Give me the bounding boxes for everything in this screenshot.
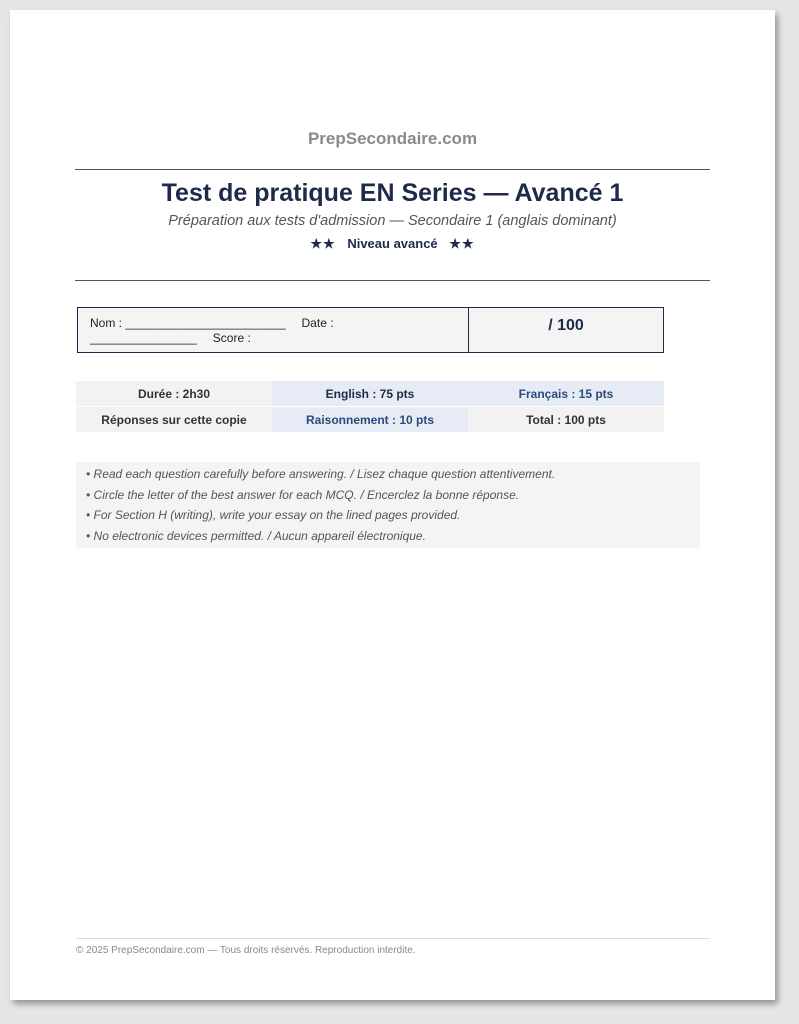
star-icon-right: ★★ — [449, 236, 475, 251]
document-page — [10, 10, 775, 1000]
brand-name: PrepSecondaire.com — [307, 129, 478, 148]
english-points-cell: English : 75 pts — [272, 381, 468, 407]
student-info-box — [77, 307, 664, 353]
header-rule-top — [75, 169, 710, 170]
date-score-line — [90, 331, 251, 345]
level-badge — [10, 236, 775, 252]
list-item: • No electronic devices permitted. / Aucun appareil électronique. — [86, 528, 426, 543]
instructions-list — [76, 462, 700, 548]
total-points-cell: Total : 100 pts — [468, 407, 664, 433]
student-fields — [78, 308, 469, 352]
name-field: Nom : ________________________ — [90, 316, 286, 330]
footer-rule — [76, 938, 710, 939]
level-label: Niveau avancé — [347, 236, 438, 251]
score-total: / 100 — [548, 317, 584, 334]
name-date-line — [90, 316, 334, 330]
score-label: Score : — [212, 331, 251, 345]
answers-cell: Réponses sur cette copie — [76, 407, 272, 433]
list-item: • Read each question carefully before answering. / Lisez chaque question attentivement. — [86, 467, 556, 481]
list-item: • Circle the letter of the best answer for each MCQ. / Encerclez la bonne réponse. — [86, 487, 520, 502]
table-row — [76, 381, 664, 407]
header-rule-bottom — [75, 280, 710, 281]
date-field-line: ________________ — [90, 331, 197, 345]
page-title: Test de pratique EN Series — Avancé 1 — [161, 179, 624, 207]
list-item: • For Section H (writing), write your essay on the lined pages provided. — [86, 508, 461, 522]
star-icon-left: ★★ — [310, 236, 336, 251]
french-points-cell: Français : 15 pts — [468, 381, 664, 407]
reasoning-points-cell: Raisonnement : 10 pts — [272, 407, 468, 433]
footer-copyright: © 2025 PrepSecondaire.com — Tous droits réservés. Reproduction interdite. — [76, 945, 416, 956]
table-row — [76, 407, 664, 433]
duration-cell: Durée : 2h30 — [76, 381, 272, 407]
exam-summary-table — [76, 381, 664, 433]
page-subtitle: Préparation aux tests d'admission — Secondaire 1 (anglais dominant) — [168, 213, 617, 229]
date-label: Date : — [301, 316, 334, 330]
